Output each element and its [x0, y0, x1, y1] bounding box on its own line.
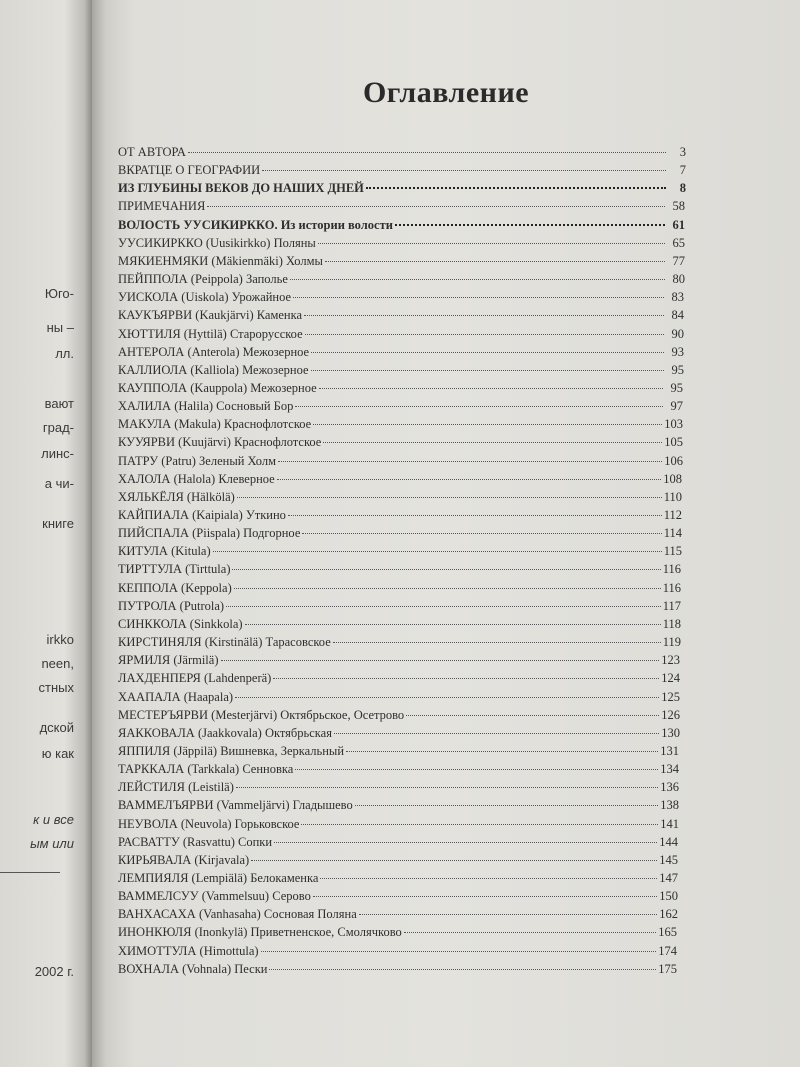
toc-leader-dots [188, 151, 666, 153]
facing-page-text-fragment: ны – [46, 320, 74, 335]
toc-leader-dots [236, 786, 658, 788]
toc-entry [118, 380, 683, 397]
toc-leader-dots [366, 186, 666, 189]
toc-entry [118, 816, 679, 833]
toc-entry [118, 743, 679, 760]
toc-page-number: 65 [672, 236, 685, 250]
toc-entry-title: ТАРККАЛА (Tarkkala) Сенновка [118, 762, 294, 776]
toc-entry-title: ВАНХАСАХА (Vanhasaha) Сосновая Поляна [118, 907, 357, 921]
toc-entry [118, 725, 680, 742]
toc-leader-dots [302, 532, 661, 534]
toc-page-number: 112 [663, 508, 682, 522]
toc-page-number: 145 [659, 853, 678, 867]
toc-entry-title: ПРИМЕЧАНИЯ [118, 199, 206, 213]
toc-leader-dots [334, 732, 659, 734]
facing-page-text-fragment: ым или [30, 836, 74, 851]
toc-leader-dots [232, 568, 660, 570]
toc-entry [118, 580, 681, 597]
toc-page-number: 147 [659, 871, 678, 885]
facing-page-text-fragment: град- [42, 420, 74, 435]
toc-page-number: 7 [679, 163, 686, 177]
toc-page-number: 174 [658, 944, 677, 958]
facing-page-text-fragment: дской [39, 720, 74, 735]
toc-leader-dots [293, 296, 664, 298]
toc-entry [118, 217, 685, 234]
toc-entry-title: КУУЯРВИ (Kuujärvi) Краснофлотское [118, 435, 322, 449]
toc-page-number: 150 [659, 889, 678, 903]
toc-entry [118, 906, 678, 923]
toc-leader-dots [262, 169, 666, 171]
toc-entry [118, 689, 680, 706]
toc-page-number: 124 [661, 671, 680, 685]
toc-leader-dots [406, 714, 659, 716]
facing-page-text-fragment: irkko [46, 632, 74, 647]
toc-entry [118, 961, 677, 978]
toc-entry-title: МАКУЛА (Makula) Краснофлотское [118, 417, 312, 431]
facing-page-text-fragment: а чи- [44, 476, 74, 491]
toc-leader-dots [221, 659, 660, 661]
toc-page-number: 61 [672, 218, 685, 232]
toc-entry-title: ЛЕЙСТИЛЯ (Leistilä) [118, 780, 234, 794]
toc-entry-title: ВКРАТЦЕ О ГЕОГРАФИИ [118, 163, 261, 177]
toc-entry [118, 525, 682, 542]
toc-leader-dots [313, 423, 662, 425]
facing-page [0, 0, 92, 1067]
toc-entry-title: КАУППОЛА (Kauppola) Межозерное [118, 381, 317, 395]
toc-leader-dots [311, 351, 664, 353]
toc-leader-dots [305, 333, 664, 335]
facing-page-text-fragment: 2002 г. [34, 964, 74, 979]
toc-entry-title: МЕСТЕРЪЯРВИ (Mesterjärvi) Октябрьское, Осетрово [118, 708, 405, 722]
toc-entry-title: КАУКЪЯРВИ (Kaukjärvi) Каменка [118, 308, 303, 322]
toc-leader-dots [273, 677, 659, 679]
toc-page-number: 125 [661, 690, 680, 704]
toc-page-number: 80 [672, 272, 685, 286]
toc-entry [118, 834, 678, 851]
toc-entry [118, 434, 683, 451]
toc-page-number: 93 [671, 345, 684, 359]
toc-entry [118, 543, 682, 560]
toc-entry-title: ВАММЕЛЪЯРВИ (Vammeljärvi) Гладышево [118, 798, 353, 812]
toc-entry [118, 652, 680, 669]
toc-entry [118, 235, 685, 252]
toc-entry-title: НЕУВОЛА (Neuvola) Горьковское [118, 817, 300, 831]
toc-leader-dots [261, 950, 657, 952]
toc-page-number: 136 [660, 780, 679, 794]
toc-entry [118, 180, 686, 197]
toc-leader-dots [346, 750, 658, 752]
toc-entry [118, 707, 680, 724]
toc-entry [118, 779, 679, 796]
toc-page-number: 97 [670, 399, 683, 413]
toc-entry [118, 453, 683, 470]
toc-page-number: 103 [664, 417, 683, 431]
toc-page-number: 105 [664, 435, 683, 449]
toc-leader-dots [320, 877, 657, 879]
toc-leader-dots [304, 314, 664, 316]
toc-entry-title: ОТ АВТОРА [118, 145, 186, 159]
toc-leader-dots [226, 605, 661, 607]
toc-page-number: 117 [662, 599, 681, 613]
toc-page-number: 118 [662, 617, 681, 631]
toc-page-number: 126 [661, 708, 680, 722]
toc-entry [118, 198, 685, 215]
toc-entry-title: ПУТРОЛА (Putrola) [118, 599, 225, 613]
toc-page-number: 90 [671, 327, 684, 341]
toc-page-number: 116 [662, 581, 681, 595]
footnote-rule [0, 872, 60, 873]
toc-page-number: 144 [659, 835, 678, 849]
toc-leader-dots [325, 260, 665, 262]
toc-page-number: 175 [658, 962, 677, 976]
toc-leader-dots [313, 895, 657, 897]
toc-entry [118, 307, 684, 324]
toc-leader-dots [277, 478, 662, 480]
toc-entry [118, 344, 684, 361]
toc-leader-dots [323, 441, 662, 443]
toc-entry [118, 670, 680, 687]
facing-page-text-fragment: ю как [41, 746, 74, 761]
toc-entry-title: РАСВАТТУ (Rasvattu) Сопки [118, 835, 273, 849]
toc-entry-title: ТИРТТУЛА (Tirttula) [118, 562, 231, 576]
toc-page-number: 162 [659, 907, 678, 921]
toc-page-number: 3 [679, 145, 686, 159]
toc-entry-title: ХИМОТТУЛА (Himottula) [118, 944, 259, 958]
toc-entry [118, 144, 686, 161]
toc-entry-title: ХАЛИЛА (Halila) Сосновый Бор [118, 399, 294, 413]
toc-entry-title: ПИЙСПАЛА (Piispala) Подгорное [118, 526, 301, 540]
toc-page-number: 95 [670, 381, 683, 395]
toc-leader-dots [251, 859, 657, 861]
toc-entry-title: ЯАККОВАЛА (Jaakkovala) Октябрьская [118, 726, 332, 740]
facing-page-text-fragment: книге [42, 516, 74, 531]
toc-page-number: 110 [663, 490, 682, 504]
toc-entry [118, 253, 685, 270]
toc-entry-title: АНТЕРОЛА (Anterola) Межозерное [118, 345, 310, 359]
toc-entry [118, 634, 681, 651]
toc-leader-dots [269, 968, 656, 970]
page-title: Оглавление [362, 76, 530, 109]
toc-page-number: 165 [658, 925, 677, 939]
toc-entry-title: ВОЛОСТЬ УУСИКИРККО. Из истории волости [118, 218, 393, 232]
toc-entry-title: ЛЕМПИЯЛЯ (Lempiälä) Белокаменка [118, 871, 319, 885]
toc-page-number: 84 [671, 308, 684, 322]
toc-leader-dots [311, 369, 664, 371]
toc-entry [118, 616, 681, 633]
toc-page-number: 116 [662, 562, 681, 576]
toc-entry-title: ПАТРУ (Patru) Зеленый Холм [118, 454, 277, 468]
toc-entry-title: СИНККОЛА (Sinkkola) [118, 617, 243, 631]
toc-leader-dots [207, 205, 665, 207]
toc-page-number: 138 [660, 798, 679, 812]
toc-leader-dots [290, 278, 665, 280]
toc-entry-title: МЯКИЕНМЯКИ (Mäkienmäki) Холмы [118, 254, 323, 268]
toc-leader-dots [274, 841, 657, 843]
toc-page-number: 58 [672, 199, 685, 213]
toc-entry-title: ХЮТТИЛЯ (Hyttilä) Старорусское [118, 327, 303, 341]
facing-page-text-fragment: Юго- [44, 286, 74, 301]
toc-entry-title: ЛАХДЕНПЕРЯ (Lahdenperä) [118, 671, 272, 685]
toc-entry-title: ХЯЛЬКЁЛЯ (Hälkölä) [118, 490, 235, 504]
toc-entry [118, 398, 683, 415]
toc-entry-title: ХААПАЛА (Haapala) [118, 690, 234, 704]
toc-leader-dots [404, 931, 656, 933]
toc-page-number: 114 [663, 526, 682, 540]
toc-page-number: 130 [661, 726, 680, 740]
toc-leader-dots [355, 804, 659, 806]
toc-leader-dots [395, 223, 665, 226]
toc-leader-dots [295, 405, 663, 407]
toc-leader-dots [245, 623, 661, 625]
toc-entry [118, 797, 679, 814]
toc-page-number: 8 [679, 181, 686, 195]
facing-page-text-fragment: к и все [33, 812, 74, 827]
toc-entry-title: ХАЛОЛА (Halola) Клеверное [118, 472, 275, 486]
toc-entry-title: КЕППОЛА (Keppola) [118, 581, 232, 595]
toc-entry-title: ЯППИЛЯ (Jäppilä) Вишневка, Зеркальный [118, 744, 345, 758]
toc-entry [118, 471, 682, 488]
toc-entry [118, 489, 682, 506]
toc-page-number: 115 [663, 544, 682, 558]
toc-entry [118, 852, 678, 869]
toc-entry-title: ВОХНАЛА (Vohnala) Пески [118, 962, 268, 976]
toc-entry-title: ИЗ ГЛУБИНЫ ВЕКОВ ДО НАШИХ ДНЕЙ [118, 181, 364, 195]
facing-page-text-fragment: лл. [55, 346, 74, 361]
toc-entry [118, 870, 678, 887]
toc-entry [118, 561, 681, 578]
toc-page-number: 123 [661, 653, 680, 667]
toc-page-number: 119 [662, 635, 681, 649]
toc-entry-title: КИТУЛА (Kitula) [118, 544, 211, 558]
facing-page-text-fragment: вают [44, 396, 74, 411]
toc-entry [118, 888, 678, 905]
toc-leader-dots [359, 913, 658, 915]
toc-entry [118, 943, 677, 960]
toc-entry-title: ВАММЕЛСУУ (Vammelsuu) Серово [118, 889, 311, 903]
toc-entry [118, 598, 681, 615]
toc-entry-title: УИСКОЛА (Uiskola) Урожайное [118, 290, 292, 304]
toc-page-number: 77 [672, 254, 685, 268]
toc-leader-dots [234, 587, 661, 589]
toc-entry [118, 507, 682, 524]
toc-page-number: 95 [671, 363, 684, 377]
toc-entry-title: УУСИКИРККО (Uusikirkko) Поляны [118, 236, 316, 250]
toc-leader-dots [301, 823, 658, 825]
toc-leader-dots [278, 460, 662, 462]
facing-page-text-fragment: neen, [41, 656, 74, 671]
toc-entry [118, 289, 684, 306]
toc-entry [118, 362, 684, 379]
toc-leader-dots [333, 641, 661, 643]
toc-page-number: 108 [663, 472, 682, 486]
toc-page-number: 131 [660, 744, 679, 758]
toc-leader-dots [235, 696, 659, 698]
toc-entry [118, 761, 679, 778]
toc-leader-dots [237, 496, 662, 498]
toc-entry-title: ИНОНКЮЛЯ (Inonkylä) Приветненское, Смолячково [118, 925, 402, 939]
toc-entry-title: КИРСТИНЯЛЯ (Kirstinälä) Тарасовское [118, 635, 331, 649]
contents-page [92, 0, 800, 1067]
toc-page-number: 106 [664, 454, 683, 468]
facing-page-text-fragment: линс- [41, 446, 74, 461]
toc-entry-title: ПЕЙППОЛА (Peippola) Заполье [118, 272, 288, 286]
toc-leader-dots [318, 242, 665, 244]
toc-entry-title: КАЙПИАЛА (Kaipiala) Уткино [118, 508, 286, 522]
toc-entry [118, 162, 686, 179]
toc-leader-dots [295, 768, 658, 770]
toc-leader-dots [213, 550, 662, 552]
facing-page-text-fragment: стных [38, 680, 74, 695]
toc-entry-title: ЯРМИЛЯ (Järmilä) [118, 653, 219, 667]
toc-leader-dots [288, 514, 662, 516]
toc-entry-title: КИРЬЯВАЛА (Kirjavala) [118, 853, 250, 867]
toc-entry-title: КАЛЛИОЛА (Kalliola) Межозерное [118, 363, 309, 377]
toc-page-number: 83 [671, 290, 684, 304]
toc-page-number: 141 [660, 817, 679, 831]
toc-entry [118, 326, 684, 343]
toc-entry [118, 924, 677, 941]
toc-entry [118, 416, 683, 433]
toc-page-number: 134 [660, 762, 679, 776]
toc-entry [118, 271, 685, 288]
toc-leader-dots [319, 387, 663, 389]
